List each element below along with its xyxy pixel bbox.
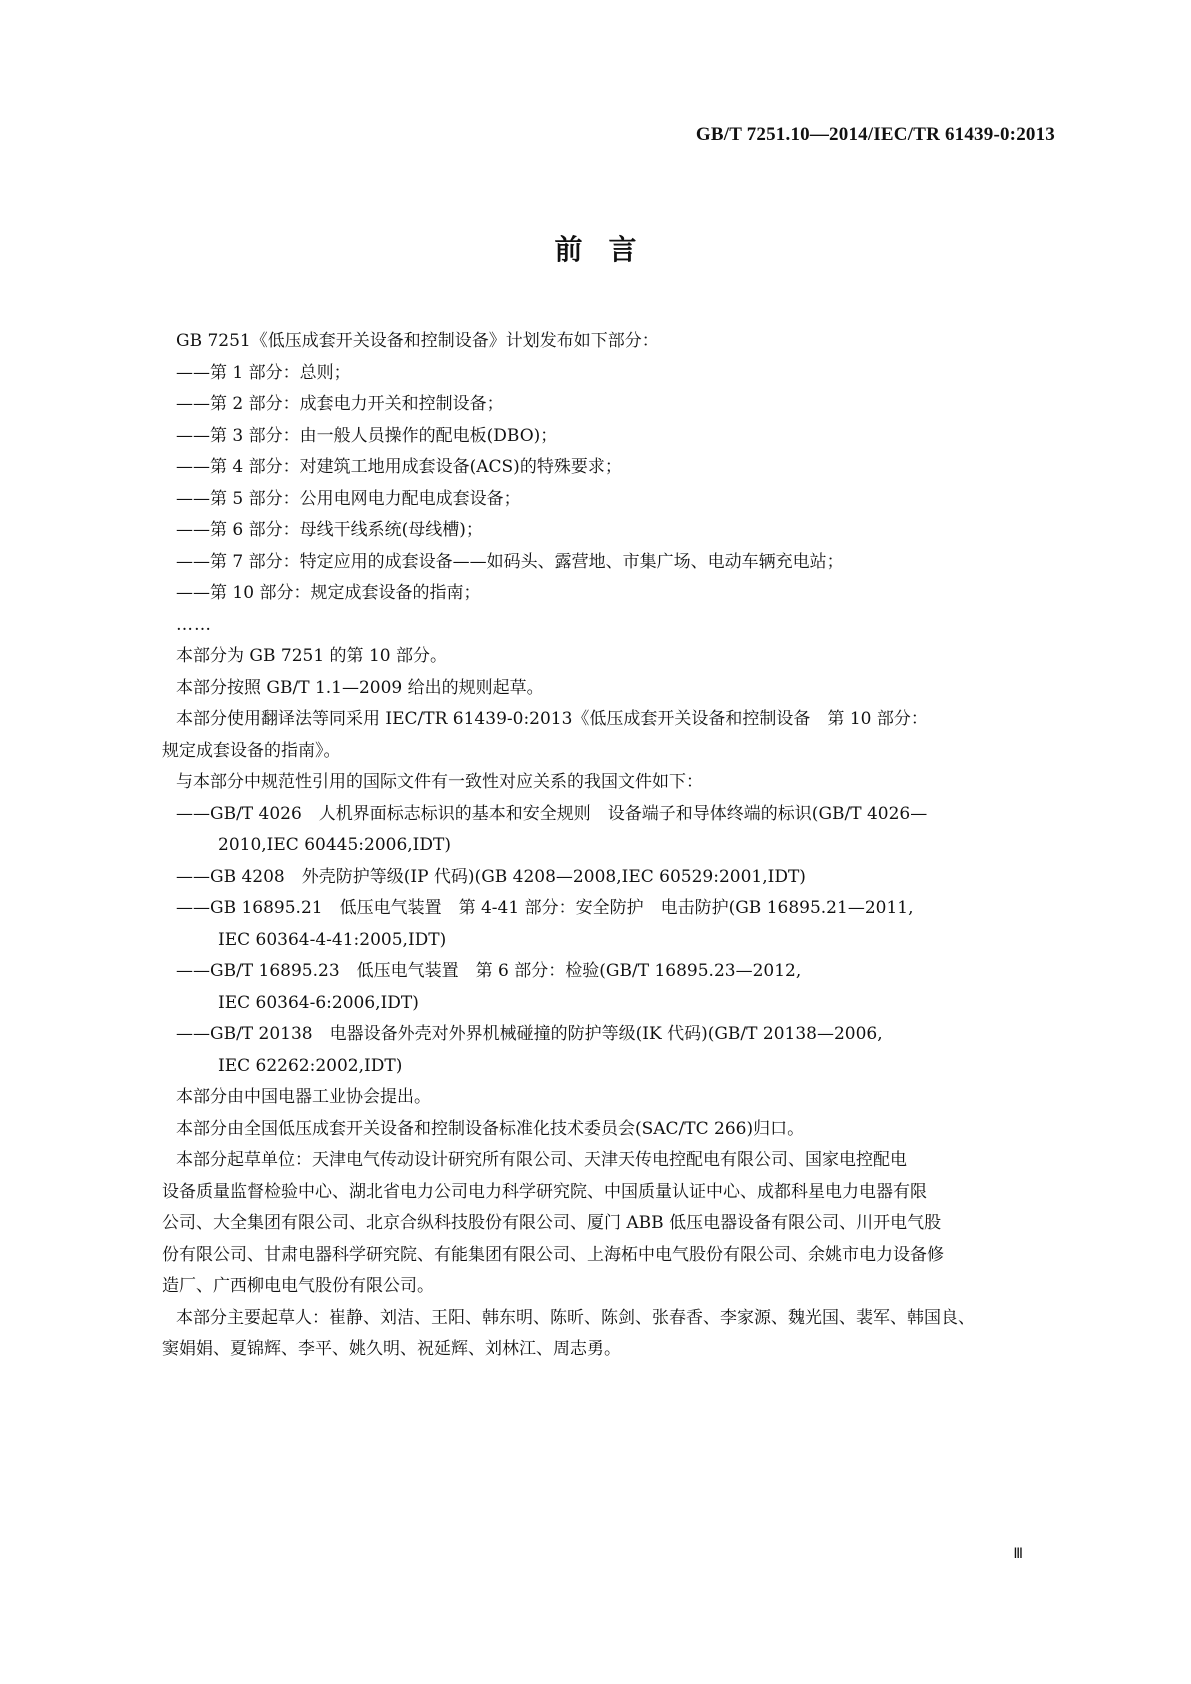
drafters-line: 本部分主要起草人：崔静、刘洁、王阳、韩东明、陈昕、陈剑、张春香、李家源、魏光国、裴军、韩国良、 [176,1307,975,1328]
reference-item: ——GB/T 4026 人机界面标志标识的基本和安全规则 设备端子和导体终端的标识(GB/T 4026— [176,803,928,824]
translation-line: 规定成套设备的指南》。 [162,740,341,761]
reference-item: ——GB 4208 外壳防护等级(IP 代码)(GB 4208—2008,IEC 60529:2001,IDT) [176,866,806,887]
part-of-paragraph: 本部分为 GB 7251 的第 10 部分。 [176,646,447,666]
part-item: ——第 5 部分：公用电网电力配电成套设备； [176,488,521,509]
proposed-by-paragraph: 本部分由中国电器工业协会提出。 [176,1087,431,1107]
correspondence-paragraph: 与本部分中规范性引用的国际文件有一致性对应关系的我国文件如下： [176,772,703,792]
drafting-units-line: 造厂、广西柳电电气股份有限公司。 [162,1276,434,1296]
part-item: ——第 6 部分：母线干线系统(母线槽)； [176,520,483,540]
part-item: ——第 3 部分：由一般人员操作的配电板(DBO)； [176,425,558,446]
reference-item: ——GB/T 20138 电器设备外壳对外界机械碰撞的防护等级(IK 代码)(GB/T 20138—2006, [176,1024,883,1044]
drafted-per-paragraph: 本部分按照 GB/T 1.1—2009 给出的规则起草。 [176,677,544,698]
reference-item-continuation: IEC 60364-6:2006,IDT) [218,992,419,1013]
drafting-units-line: 公司、大全集团有限公司、北京合纵科技股份有限公司、厦门 ABB 低压电器设备有限公司、川开电气股 [162,1213,942,1233]
drafting-units-line: 本部分起草单位：天津电气传动设计研究所有限公司、天津天传电控配电有限公司、国家电控配电 [176,1150,907,1170]
part-item: ——第 10 部分：规定成套设备的指南； [176,583,481,603]
drafters-line: 窦娟娟、夏锦辉、李平、姚久明、祝延辉、刘林江、周志勇。 [162,1339,621,1359]
part-item: ——第 1 部分：总则； [176,362,351,383]
reference-item: ——GB/T 16895.23 低压电气装置 第 6 部分：检验(GB/T 16895.23—2012, [176,961,802,981]
page-title: 前言 [554,233,663,266]
standard-code-header: GB/T 7251.10—2014/IEC/TR 61439-0:2013 [695,124,1055,145]
reference-item-continuation: IEC 62262:2002,IDT) [218,1055,403,1076]
centralized-by-paragraph: 本部分由全国低压成套开关设备和控制设备标准化技术委员会(SAC/TC 266)归口。 [176,1118,805,1139]
reference-item: ——GB 16895.21 低压电气装置 第 4-41 部分：安全防护 电击防护(GB 16895.21—2011, [176,898,914,918]
translation-paragraph [162,704,1056,767]
drafting-units-line: 份有限公司、甘肃电器科学研究院、有能集团有限公司、上海柘中电气股份有限公司、余姚市电力设备修 [162,1244,944,1265]
reference-item-continuation: IEC 60364-4-41:2005,IDT) [218,929,447,950]
part-item: ——第 7 部分：特定应用的成套设备——如码头、露营地、市集广场、电动车辆充电站； [176,551,844,572]
part-item: ——第 2 部分：成套电力开关和控制设备； [176,394,504,414]
intro-paragraph: GB 7251《低压成套开关设备和控制设备》计划发布如下部分： [176,331,659,351]
part-item: ——第 4 部分：对建筑工地用成套设备(ACS)的特殊要求； [176,457,622,477]
ellipsis: …… [176,614,212,635]
page-number: Ⅲ [1013,1546,1023,1562]
translation-line: 本部分使用翻译法等同采用 IEC/TR 61439-0:2013《低压成套开关设备和控制设备 第 10 部分： [176,709,928,729]
drafting-units-line: 设备质量监督检验中心、湖北省电力公司电力科学研究院、中国质量认证中心、成都科星电力电器有限 [162,1181,927,1202]
reference-item-continuation: 2010,IEC 60445:2006,IDT) [218,835,451,855]
foreword-body [162,326,1056,1366]
